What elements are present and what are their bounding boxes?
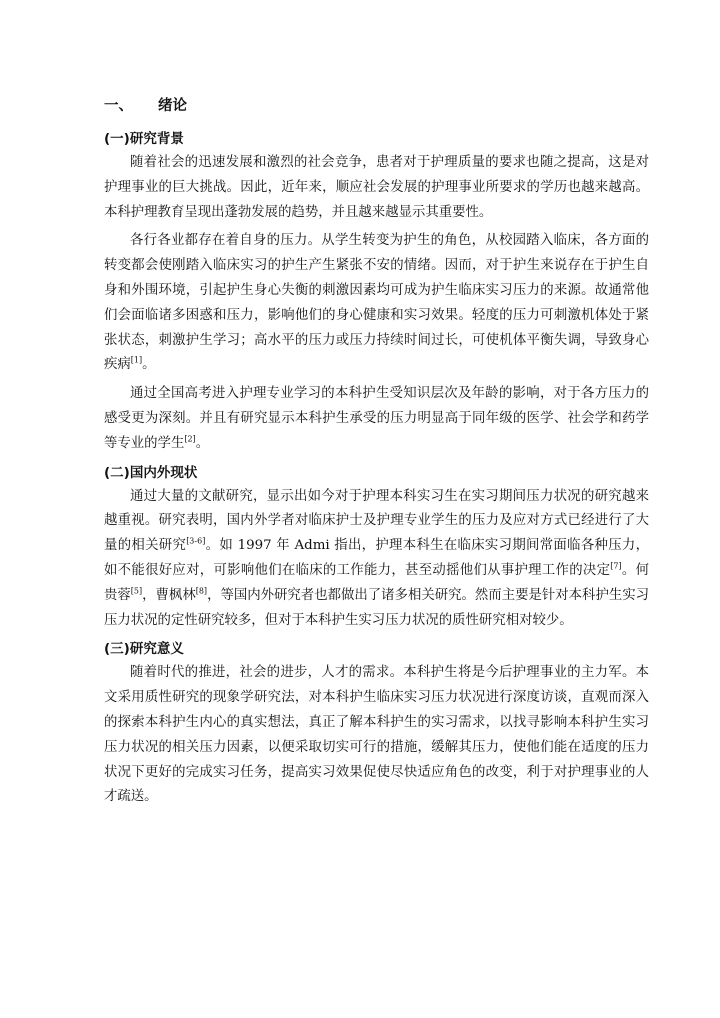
paragraph-text: 。 xyxy=(195,435,210,451)
paragraph xyxy=(104,229,649,378)
paragraph-text: ，曹枫林 xyxy=(142,587,196,603)
section-number: 一、 xyxy=(104,98,133,114)
document-body xyxy=(104,94,649,814)
paragraph-text: 随着时代的推进，社会的进步，人才的需求。本科护生将是今后护理事业的主力军。本文采用质性研究的现象学研究法，对本科护生临床实习压力状况进行深度访谈，直观而深入的探索本科护生内心的真实想法，真正了解本科护生的实习需求，以找寻影响本科护生实习压力状况的相关压力因素，以便采取切实可行的措施，缓解其压力，使他们能在适度的压力状况下更好的完成实习任务，提高实习效果促使尽快适应角色的改变，利于对护理事业的人才疏送。 xyxy=(104,665,649,805)
subsection-heading: (一)研究背景 xyxy=(104,131,184,147)
citation-ref: [1] xyxy=(130,355,143,365)
paragraph xyxy=(104,661,649,810)
citation-ref: [5] xyxy=(130,586,143,596)
subsection-status xyxy=(104,461,649,634)
citation-ref: [2] xyxy=(184,434,196,444)
paragraph-text: 。何贵蓉 xyxy=(104,562,650,603)
paragraph-text: 随着社会的迅速发展和激烈的社会竞争，患者对于护理质量的要求也随之提高，这是对护理事业的巨大挑战。因此，近年来，顺应社会发展的护理事业所要求的学历也越来越高。本科护理教育呈现出蓬勃发展的趋势，并且越来越显示其重要性。 xyxy=(104,155,649,220)
paragraph-text: ，等国内外研究者也都做出了诸多相关研究。然而主要是针对本科护生实习压力状况的定性研究较多，但对于本科护生实习压力状况的质性研究相对较少。 xyxy=(104,587,650,628)
section-heading xyxy=(104,94,649,118)
paragraph xyxy=(104,382,649,456)
paragraph xyxy=(104,151,649,225)
citation-ref: [8] xyxy=(195,586,208,596)
subsection-background xyxy=(104,127,649,457)
paragraph-text: 。 xyxy=(142,357,156,373)
paragraph-text: 通过全国高考进入护理专业学习的本科护生受知识层次及年龄的影响，对于各方压力的感受更为深刻。并且有研究显示本科护生承受的压力明显高于同年级的医学、社会学和药学等专业的学生 xyxy=(104,386,649,451)
paragraph-text: 。如 1997 年 Admi 指出，护理本科生在临床实习期间常面临各种压力，如不能很好应对，可影响他们在临床的工作能力，甚至动摇他们从事护理工作的决定 xyxy=(104,538,649,578)
citation-ref: [3-6] xyxy=(186,536,206,546)
paragraph-text: 各行各业都存在着自身的压力。从学生转变为护生的角色，从校园踏入临床，各方面的转变都会使刚踏入临床实习的护生产生紧张不安的情绪。因而，对于护生来说存在于护生自身和外围环境，引起护生身心失衡的刺激因素均可成为护生临床实习压力的来源。故通常他们会面临诸多困惑和压力，影响他们的身心健康和实习效果。轻度的压力可刺激机体处于紧张状态，刺激护生学习；高水平的压力或压力持续时间过长，可使机体平衡失调，导致身心疾病 xyxy=(104,233,649,373)
paragraph xyxy=(104,485,649,634)
subsection-significance xyxy=(104,637,649,810)
section-title: 绪论 xyxy=(158,98,187,114)
subsection-heading: (三)研究意义 xyxy=(104,641,184,658)
subsection-heading: (二)国内外现状 xyxy=(104,464,198,481)
citation-ref: [7] xyxy=(610,561,622,571)
paragraph-text: 通过大量的文献研究，显示出如今对于护理本科实习生在实习期间压力状况的研究越来越重视。研究表明，国内外学者对临床护士及护理专业学生的压力及应对方式已经进行了大量的相关研究 xyxy=(104,488,649,554)
